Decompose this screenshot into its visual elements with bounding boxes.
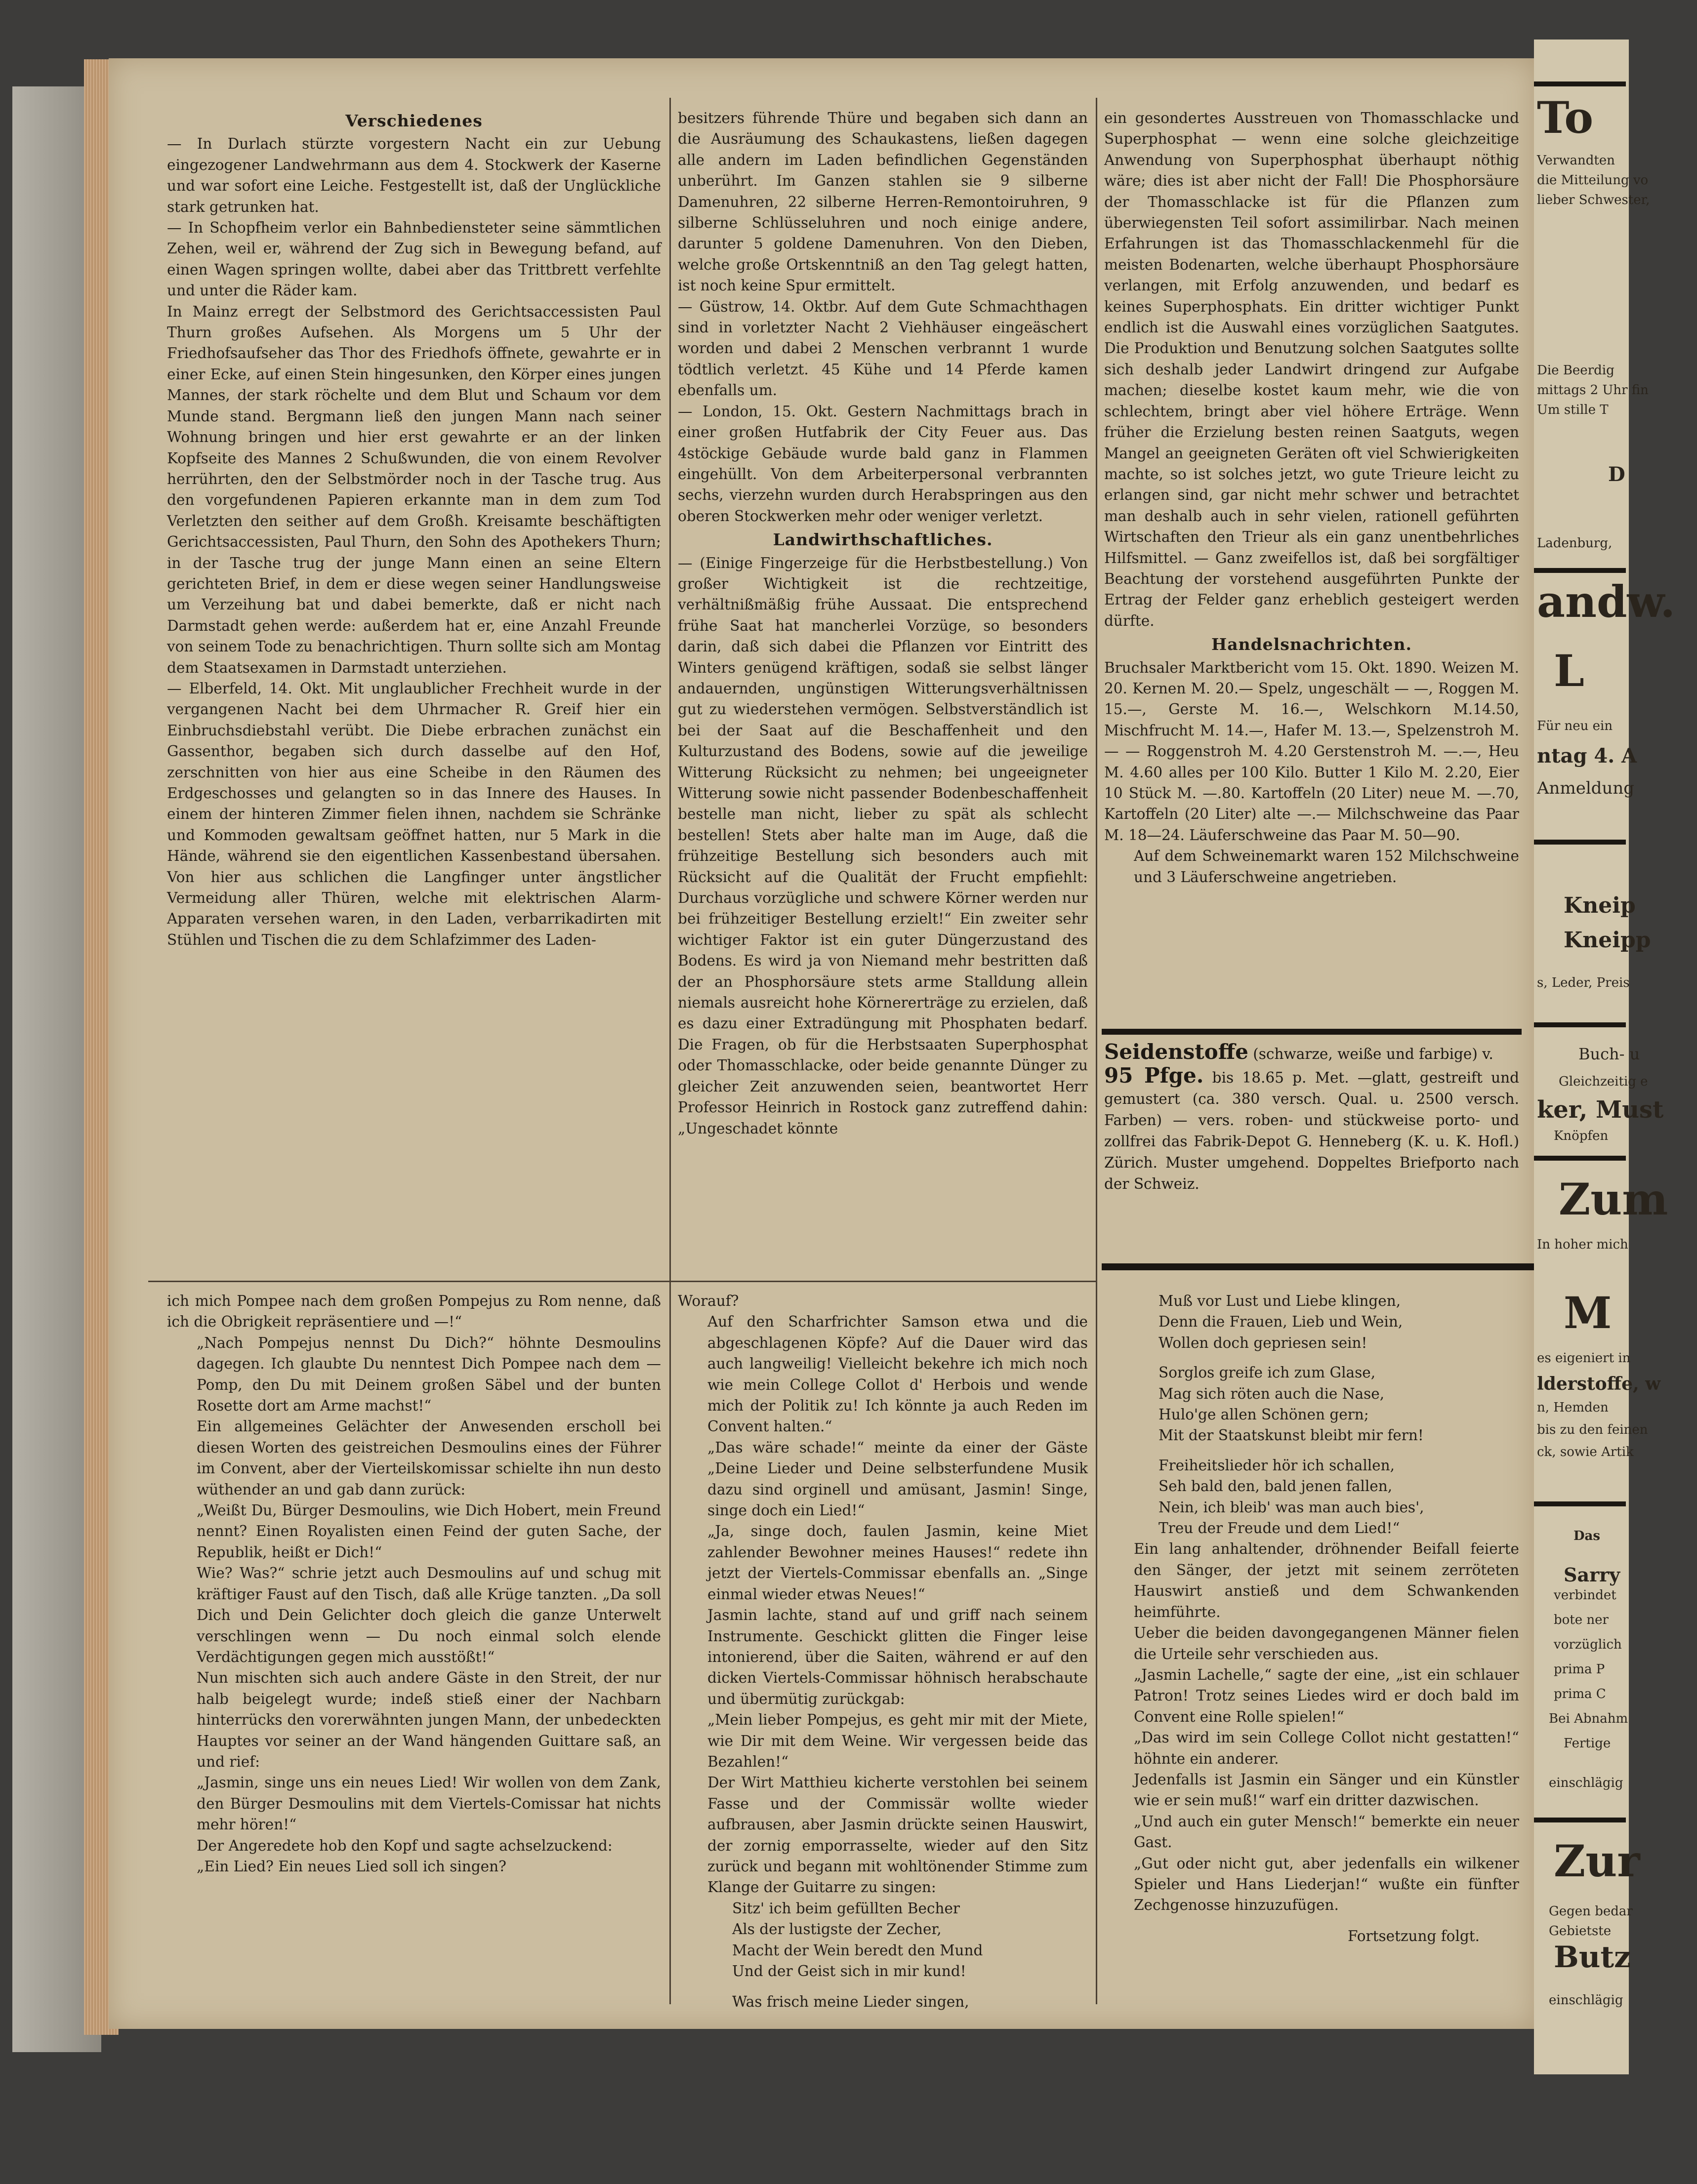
adjacent-page-fragment: s, Leder, Preis — [1537, 975, 1630, 990]
adjacent-page-fragment: L — [1554, 645, 1584, 696]
adjacent-page-fragment: Die Beerdig — [1537, 363, 1614, 378]
adjacent-page-fragment: ker, Must — [1537, 1096, 1664, 1124]
story-paragraph: „Mein lieber Pompejus, es geht mir mit der Miete, wie Dir mit dem Weine. Wir vergessen beide das Bezahlen!“ — [707, 1711, 1088, 1770]
article-paragraph: — In Durlach stürzte vorgestern Nacht ein zur Uebung eingezogener Landwehrmann aus dem 4. Stockwerk der Kaserne und war sofort eine Leiche. Festgestellt ist, daß der Unglückliche stark getrunken hat. — [167, 135, 661, 215]
adjacent-page-fragment: Um stille T — [1537, 403, 1609, 417]
story-paragraph: „Jasmin, singe uns ein neues Lied! Wir wollen von dem Zank, den Bürger Desmoulins mit dem Viertels-Comissar hat nichts mehr hören!“ — [197, 1774, 661, 1833]
advertisement-seidenstoffe — [1104, 1041, 1519, 1258]
story-paragraph: „Das wäre schade!“ meinte da einer der Gäste „Deine Lieder und Deine selbsterfundene Musik dazu sind orginell und amüsant, Jasmin! Singe, singe doch ein Lied!“ — [707, 1439, 1088, 1519]
bottom-column-3 — [1104, 1291, 1519, 1997]
section-heading-landwirthschaftliches: Landwirthschaftliches. — [773, 530, 993, 550]
song-verse-line: Was frisch meine Lieder singen, — [732, 1993, 969, 2011]
article-paragraph: — Güstrow, 14. Oktbr. Auf dem Gute Schmachthagen sind in vorletzter Nacht 2 Viehhäuser eingeäschert worden und dabei 2 Menschen verbrannt 1 wurde tödtlich verletzt. 45 Kühe und 14 Pferde kamen ebenfalls um. — [678, 298, 1088, 399]
newspaper-page — [109, 58, 1535, 2029]
adjacent-page-rule — [1534, 1818, 1626, 1822]
story-paragraph: Ein allgemeines Gelächter der Anwesenden erscholl bei diesen Worten des geistreichen Desmoulins eines der Führer im Convent, aber der Vierteilskomissar schielte ihn nun desto wüthender an und gab dann zurück: — [197, 1418, 661, 1498]
market-report: Bruchsaler Marktbericht vom 15. Okt. 1890. Weizen M. 20. Kernen M. 20.— Spelz, ungeschält — —, Roggen M. 15.—, Gerste M. 16.—, Welschkorn M.14.50, Mischfrucht M. 14.—, Hafer M. 13.—, Spelzenstroh M.— — Roggenstroh M. 4.20 Gerstenstroh M. —.—, Heu M. 4.60 alles per 100 Kilo. Butter 1 Kilo M. 2.20, Eier 10 Stück M. —.80. Kartoffeln (20 Liter) neue M. —.70, Kartoffeln (20 Liter) alte —.— Milchschweine das Paar M. 18—24. Läuferschweine das Paar M. 50—90. — [1104, 659, 1519, 844]
adjacent-page-fragment: D — [1608, 463, 1625, 486]
adjacent-page-fragment: Anmeldung — [1537, 778, 1635, 798]
adjacent-page-rule — [1534, 568, 1626, 573]
adjacent-page-fragment: Gegen bedar — [1549, 1904, 1633, 1919]
adjacent-page-fragment: lderstoffe, w — [1537, 1374, 1661, 1394]
top-column-2 — [678, 108, 1088, 1283]
section-heading-verschiedenes: Verschiedenes — [345, 111, 483, 130]
adjacent-page-fragment: Bei Abnahm — [1549, 1711, 1628, 1726]
adjacent-page-fragment: Kneipp — [1564, 928, 1651, 953]
story-paragraph: „Ein Lied? Ein neues Lied soll ich singen? — [197, 1858, 506, 1875]
column-rule — [1096, 1283, 1097, 2004]
column-rule — [669, 1283, 671, 2004]
story-paragraph: Nun mischten sich auch andere Gäste in den Streit, der nur halb beigelegt wurde; indeß stieß einer der Nachbarn hinterrücks den vorerwähnten jungen Mann, der unbedeckten Hauptes vor seiner an der Wand hängenden Guittare saß, an und rief: — [197, 1669, 661, 1770]
adjacent-page-fragment: andw. — [1537, 576, 1676, 627]
adjacent-page-fragment: Für neu ein — [1537, 719, 1613, 733]
story-paragraph: Auf den Scharfrichter Samson etwa und die abgeschlagenen Köpfe? Auf die Dauer wird das auch langweilig! Vielleicht bekehre ich mich noch wie mein College Collot d' Herbois und wende mich der Politik zu! Ich könnte ja auch Reden im Convent halten.“ — [707, 1313, 1088, 1435]
story-paragraph: „Und auch ein guter Mensch!“ bemerkte ein neuer Gast. — [1134, 1813, 1519, 1851]
adjacent-page-fragment: mittags 2 Uhr fin — [1537, 383, 1649, 398]
adjacent-page-fragment: In hoher mich — [1537, 1237, 1628, 1252]
adjacent-page-fragment: Fertige — [1564, 1736, 1611, 1751]
story-paragraph: Worauf? — [678, 1293, 739, 1309]
adjacent-page-rule — [1534, 1156, 1626, 1161]
ad-price: 95 Pfge. — [1104, 1063, 1204, 1088]
adjacent-page-rule — [1534, 1501, 1626, 1506]
story-paragraph: Wie? Was?“ schrie jetzt auch Desmoulins auf und schug mit kräftiger Faust auf den Tisch, daß alle Krüge tanzten. „Da soll Dich und Dein Gelichter doch gleich die ganze Unterwelt verschlingen wenn — Du noch einmal solch elende Verdächtigungen gegen mich ausstößt!“ — [197, 1565, 661, 1665]
adjacent-page-fragment: einschlägig — [1549, 1776, 1623, 1790]
adjacent-page-fragment: ck, sowie Artik — [1537, 1445, 1634, 1459]
column-rule — [669, 98, 671, 1293]
story-paragraph: Jasmin lachte, stand auf und griff nach seinem Instrumente. Geschickt glitten die Finger leise intonierend, über die Saiten, während er auf den dicken Viertels-Commissar höhnisch herabschaute und übermütig zurückgab: — [707, 1607, 1088, 1707]
adjacent-page-fragment: Das — [1573, 1529, 1601, 1543]
adjacent-page — [1534, 40, 1676, 2074]
adjacent-page-fragment: To — [1537, 92, 1594, 143]
story-paragraph: Jedenfalls ist Jasmin ein Sänger und ein Künstler wie er sein muß!“ warf ein dritter dazwischen. — [1134, 1771, 1519, 1809]
adjacent-page-fragment: die Mitteilung vo — [1537, 173, 1649, 188]
ad-rule-top — [1102, 1029, 1522, 1035]
adjacent-page-fragment: prima C — [1554, 1687, 1606, 1701]
top-column-1 — [167, 108, 661, 1283]
adjacent-page-fragment: bis zu den feinen — [1537, 1422, 1648, 1437]
song-verse: Sitz' ich beim gefüllten Becher Als der lustigste der Zecher, Macht der Wein beredt den Mund Und der Geist sich in mir kund! — [732, 1900, 983, 1980]
article-paragraph: — London, 15. Okt. Gestern Nachmittags brach in einer großen Hutfabrik der City Feuer aus. Das 4stöckige Gebäude wurde bald ganz in Flammen eingehüllt. Von dem Arbeiterpersonal verbrannten sechs, vierzehn wurden durch Herabspringen aus den oberen Stockwerken mehr oder weniger verletzt. — [678, 403, 1088, 525]
story-paragraph: ich mich Pompee nach dem großen Pompejus zu Rom nenne, daß ich die Obrigkeit repräsentiere und —!“ — [167, 1293, 661, 1331]
adjacent-page-fragment: ntag 4. A — [1537, 744, 1637, 768]
bottom-column-2 — [678, 1291, 1088, 2011]
top-column-3 — [1104, 108, 1519, 1021]
adjacent-page-fragment: Zum — [1559, 1173, 1668, 1225]
song-verse: Freiheitslieder hör ich schallen, Seh bald den, bald jenen fallen, Nein, ich bleib' was man auch bies', Treu der Freude und dem Lied!“ — [1159, 1456, 1424, 1537]
adjacent-page-fragment: Buch- u — [1578, 1045, 1640, 1063]
story-paragraph: „Ja, singe doch, faulen Jasmin, keine Miet zahlender Bewohner meines Hauses!“ redete ihn jetzt der Viertels-Commissar ebenfalls an. „Singe einmal wieder etwas Neues!“ — [707, 1523, 1088, 1603]
ad-title: Seidenstoffe — [1104, 1040, 1248, 1064]
story-paragraph: „Jasmin Lachelle,“ sagte der eine, „ist ein schlauer Patron! Trotz seines Liedes wird er doch bald im Convent eine Rolle spielen!“ — [1134, 1666, 1519, 1725]
ad-title-rest: (schwarze, weiße und farbige) v. — [1253, 1046, 1493, 1062]
article-paragraph: — Elberfeld, 14. Okt. Mit unglaublicher Frechheit wurde in der vergangenen Nacht bei dem Uhrmacher R. Greif hier ein Einbruchsdiebstahl verübt. Die Diebe erbrachen zunächst ein Gassenthor, begaben sich durch dasselbe auf den Hof, zerschnitten von hier aus eine Scheibe in den Räumen des Erdgeschosses und gelangten so in das Innere des Hauses. In einem der hinteren Zimmer fielen ihnen, nachdem sie Schränke und Kommoden gewaltsam geöffnet hatten, nur 5 Mark in die Hände, während sie den eigentlichen Kassenbestand übersahen. Von hier aus schlichen die Langfinger unter ängstlicher Vermeidung aller Thüren, welche mit elektrischen Alarm-Apparaten versehen waren, in den Laden, verbarrikadirten mit Stühlen und Tischen die zu dem Schlafzimmer des Laden- — [167, 680, 661, 948]
adjacent-page-fragment: Verwandten — [1537, 153, 1615, 168]
song-verse: Sorglos greife ich zum Glase, Mag sich röten auch die Nase, Hulo'ge allen Schönen gern; Mit der Staatskunst bleibt mir fern! — [1159, 1364, 1424, 1444]
story-paragraph: „Gut oder nicht gut, aber jedenfalls ein wilkener Spieler und Hans Liederjan!“ wußte ein fünfter Zechgenosse hinzuzufügen. — [1134, 1855, 1519, 1914]
article-paragraph: ein gesondertes Ausstreuen von Thomasschlacke und Superphosphat — wenn eine solche gleichzeitige Anwendung von Superphosphat überhaupt nöthig wäre; dies ist aber nicht der Fall! Die Phosphorsäure der Thomasschlacke ist für die Pflanzen zum überwiegensten Teil sofort assimilirbar. Nach meinen Erfahrungen ist das Thomasschlackenmehl für die meisten Bodenarten, welche überhaupt Phosphorsäure verlangen, mit Erfolg anzuwenden, und bedarf es keines Superphosphats. Ein dritter wichtiger Punkt endlich ist die Auswahl eines vorzüglichen Saatgutes. Die Produktion und Benutzung solchen Saatgutes sollte sich deshalb jeder Landwirt dringend zur Aufgabe machen; dieselbe kostet kaum mehr, wie die von schlechtem, bringt aber viel höhere Erträge. Wenn früher die Erzielung besten reinen Saatguts, wegen Mangel an geeigneten Geräten oft viel Schwierigkeiten machte, so ist solches jetzt, wo gute Trieure leicht zu erlangen sind, gar nicht mehr schwer und betrachtet man deshalb auch in sehr vielen, rationell geführten Wirtschaften den Trieur als ein ganz unentbehrliches Hilfsmittel. — Ganz zweifellos ist, daß bei sorgfältiger Beachtung der vorstehend ausgeführten Punkte der Ertrag der Felder ganz erheblich gesteigert werden dürfte. — [1104, 110, 1519, 629]
bottom-column-1 — [167, 1291, 661, 1997]
adjacent-page-fragment: bote ner — [1554, 1613, 1609, 1627]
adjacent-page-fragment: Gleichzeitig e — [1559, 1074, 1648, 1089]
adjacent-page-fragment: es eigeniert in — [1537, 1351, 1631, 1366]
adjacent-page-fragment: Knöpfen — [1554, 1129, 1609, 1143]
story-paragraph: „Weißt Du, Bürger Desmoulins, wie Dich Hobert, mein Freund nennt? Einen Royalisten einen Feind der guten Sache, der Republik, heißt er Dich!“ — [197, 1502, 661, 1561]
ad-body: bis 18.65 p. Met. —glatt, gestreift und gemustert (ca. 380 versch. Qual. u. 2500 versch. Farben) — vers. roben- und stückweise porto- und zollfrei das Fabrik-Depot G. Henneberg (K. u. K. Hofl.) Zürich. Muster umgehend. Doppeltes Briefporto nach der Schweiz. — [1104, 1069, 1520, 1192]
story-paragraph: Ein lang anhaltender, dröhnender Beifall feierte den Sänger, der jetzt mit seinem zerröteten Hauswirt anstieß und dem Schwankenden heimführte. — [1134, 1540, 1519, 1620]
adjacent-page-fragment: Ladenburg, — [1537, 536, 1613, 551]
article-paragraph: — In Schopfheim verlor ein Bahnbediensteter seine sämmtlichen Zehen, weil er, während der Zug sich in Bewegung befand, auf einen Wagen springen wollte, dabei aber das Trittbrett verfehlte und unter die Räder kam. — [167, 219, 661, 299]
story-paragraph: „Das wird im sein College Collot nicht gestatten!“ höhnte ein anderer. — [1134, 1729, 1519, 1767]
section-heading-handelsnachrichten: Handelsnachrichten. — [1211, 635, 1412, 654]
adjacent-page-fragment: einschlägig — [1549, 1993, 1623, 2008]
column-rule — [1096, 98, 1097, 1293]
adjacent-page-fragment: Zur — [1554, 1835, 1640, 1887]
adjacent-page-fragment: prima P — [1554, 1662, 1605, 1677]
market-report-note: Auf dem Schweinemarkt waren 152 Milchschweine und 3 Läuferschweine angetrieben. — [1134, 848, 1519, 886]
adjacent-page-fragment: verbindet — [1554, 1588, 1616, 1603]
adjacent-page-fragment: Butz — [1554, 1940, 1631, 1975]
adjacent-page-fragment: Sarry — [1564, 1564, 1620, 1586]
song-verse: Muß vor Lust und Liebe klingen, Denn die Frauen, Lieb und Wein, Wollen doch gepriesen sein! — [1159, 1293, 1403, 1351]
adjacent-page-rule — [1534, 840, 1626, 845]
story-paragraph: „Nach Pompejus nennst Du Dich?“ höhnte Desmoulins dagegen. Ich glaubte Du nenntest Dich Pompee nach dem — Pomp, den Du mit Deinem großen Säbel und der bunten Rosette dort am Arme machst!“ — [197, 1334, 661, 1415]
article-paragraph: — (Einige Fingerzeige für die Herbstbestellung.) Von großer Wichtigkeit ist die rechtzeitige, verhältnißmäßig frühe Aussaat. Die entsprechend frühe Saat hat mancherlei Vorzüge, so besonders darin, daß sich dabei die Pflanzen vor Eintritt des Winters genügend kräftigen, sodaß sie selbst länger andauernden, ungünstigen Witterungsverhältnissen gut zu wiederstehen vermögen. Selbstverständlich ist bei der Saat auf die Beschaffenheit und den Kulturzustand des Bodens, sowie auf die jeweilige Witterung Rücksicht zu nehmen; bei ungeeigneter Witterung sowie nicht passender Bodenbeschaffenheit bestelle man nicht, lieber zu spät als schlecht bestellen! Stets aber halte man im Auge, daß die frühzeitige Bestellung sich besonders auch mit Rücksicht auf die Qualität der Frucht empfiehlt: Durchaus vorzügliche und schwere Körner werden nur bei frühzeitiger Bestellung erzielt!“ Ein zweiter sehr wichtiger Faktor ist ein guter Düngerzustand des Bodens. Es wird ja von Niemand mehr bestritten daß der an Phosphorsäure stets arme Stalldung allein niemals ausreicht hohe Körnererträge zu erzielen, daß es dazu einer Extradüngung mit Phosphaten bedarf. Die Fragen, ob für die Herbstsaaten Superphosphat oder Thomasschlacke, oder beide genannte Dünger zu gleicher Zeit anzuwenden seien, beantwortet Herr Professor Heinrich in Rostock ganz zutreffend dahin: „Ungeschadet könnte — [678, 554, 1088, 1137]
story-paragraph: Der Angeredete hob den Kopf und sagte achselzuckend: — [197, 1837, 613, 1854]
article-paragraph: In Mainz erregt der Selbstmord des Gerichtsaccessisten Paul Thurn großes Aufsehen. Als Morgens um 5 Uhr der Friedhofsaufseher das Thor des Friedhofs öffnete, gewahrte er in einer Ecke, auf einen Stein hingesunken, den Körper eines jungen Mannes, der stark röchelte und dem Blut und Schaum vor dem Munde stand. Bergmann ließ den jungen Mann nach seiner Wohnung bringen und hier erst gewahrte er an der linken Kopfseite des Mannes 2 Schußwunden, die von einem Revolver herrührten, den der Selbstmörder noch in der Tasche trug. Aus den vorgefundenen Papieren erkannte man in dem zum Tod Verletzten den seither auf dem Großh. Kreisamte beschäftigten Gerichtsaccessisten, Paul Thurn, den Sohn des Apothekers Thurn; in der Tasche trug der junge Mann einen an seine Eltern gerichteten Brief, in dem er diese wegen seiner Handlungsweise um Verzeihung bat und dabei bemerkte, daß er nicht nach Darmstadt gehen werde: außerdem hat er, eine Anzahl Freunde von seinem Tode zu benachrichtigen. Thurn sollte sich am Montag dem Staatsexamen in Darmstadt unterziehen. — [167, 303, 661, 676]
adjacent-page-rule — [1534, 81, 1626, 86]
adjacent-page-fragment: vorzüglich — [1554, 1637, 1622, 1652]
continued-note: Fortsetzung folgt. — [1347, 1927, 1480, 1944]
adjacent-page-fragment: Kneip — [1564, 893, 1636, 918]
adjacent-page-fragment: lieber Schwester, — [1537, 193, 1650, 207]
feuilleton-rule — [148, 1281, 1097, 1282]
story-paragraph: Der Wirt Matthieu kicherte verstohlen bei seinem Fasse und der Commissär wollte wieder aufbrausen, aber Jasmin drückte seinen Hauswirt, der zornig emporrasselte, wieder auf den Sitz zurück und begann mit wohltönender Stimme zum Klange der Guitarre zu singen: — [707, 1774, 1088, 1896]
adjacent-page-rule — [1534, 1022, 1626, 1027]
adjacent-page-fragment: Gebietste — [1549, 1924, 1612, 1939]
adjacent-page-fragment: n, Hemden — [1537, 1400, 1609, 1415]
article-paragraph: besitzers führende Thüre und begaben sich dann an die Ausräumung des Schaukastens, ließen dagegen alle andern im Laden befindlichen Gegenständen unberührt. Im Ganzen stahlen sie 9 silberne Damenuhren, 22 silberne Herren-Remontoiruhren, 9 silberne Schlüsseluhren und noch einige andere, darunter 5 goldene Damenuhren. Von den Dieben, welche große Ortskenntniß an den Tag gelegt hatten, ist noch keine Spur ermittelt. — [678, 110, 1088, 294]
story-paragraph: Ueber die beiden davongegangenen Männer fielen die Urteile sehr verschieden aus. — [1134, 1624, 1519, 1662]
adjacent-page-fragment: M — [1564, 1287, 1612, 1338]
